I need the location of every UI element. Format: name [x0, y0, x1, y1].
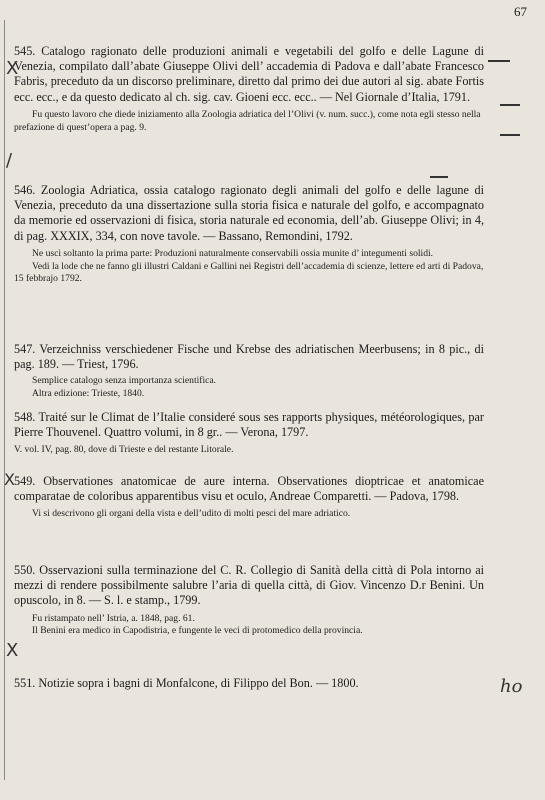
- margin-dash-mark: [500, 134, 520, 136]
- entry-text: 550. Osservazioni sulla terminazione del C. R. Collegio di Sanità della città di Pola intorno ai mezzi di rendere possibilmente salubre l’aria di quella città, di Giov. Vincenzo D.r Benini. Un opuscolo, in 8. — S. l. e stamp., 1799.: [14, 563, 484, 608]
- margin-handwritten-note: ho: [500, 676, 523, 697]
- entry-550: [14, 563, 484, 638]
- entry-547: [14, 342, 484, 401]
- margin-dash-mark: [500, 104, 520, 106]
- entry-note: Il Benini era medico in Capodistria, e fungente le veci di protomedico della provincia.: [32, 625, 363, 637]
- entry-text: 551. Notizie sopra i bagni di Monfalcone, di Filippo del Bon. — 1800.: [14, 676, 359, 690]
- entry-text: 549. Observationes anatomicae de aure interna. Observationes dioptricae et anatomicae comparatae de coloribus apparentibus visu et oculo, Andreae Comparetti. — Padova, 1798.: [14, 474, 484, 504]
- entry-545: [14, 44, 484, 134]
- entry-546: [14, 183, 484, 286]
- entry-text: 547. Verzeichniss verschiedener Fische und Krebse des adriatischen Meerbusens; in 8 pic., di pag. 189. — Triest, 1796.: [14, 342, 484, 372]
- entry-549: [14, 474, 484, 521]
- entry-text: 546. Zoologia Adriatica, ossia catalogo ragionato degli animali del golfo e delle lagune di Venezia, preceduto da una dissertazione sulla storia fisica e naturale del golfo, e accompagnato da memorie ed osservazioni di fisica, storia naturale ed economia, dell’ab. Giuseppe Olivi; in 4, di pag. XXXIX, 334, con nove tavole. — Bassano, Remondini, 1792.: [14, 183, 484, 243]
- margin-slash-mark: /: [6, 150, 13, 171]
- page-number: 67: [514, 4, 527, 19]
- entry-note: Semplice catalogo senza importanza scientifica.: [32, 375, 217, 387]
- entry-note: Altra edizione: Trieste, 1840.: [32, 388, 145, 400]
- entry-note: Fu questo lavoro che diede iniziamento alla Zoologia adriatica del l’Olivi (v. num. succ.), come nota egli stesso nella prefazione di quest’opera a pag. 9.: [14, 108, 481, 133]
- entry-note: V. vol. IV, pag. 80, dove di Trieste e del restante Litorale.: [14, 444, 234, 456]
- margin-cross-mark: X: [4, 470, 15, 489]
- entry-text: 545. Catalogo ragionato delle produzioni animali e vegetabili del golfo e delle Lagune di Venezia, compilato dall’abate Giuseppe Olivi dell’ accademia di Padova e dall’abate Francesco Fabris, preceduto da un discorso preliminare, diretto dal primo dei due autori al sig. abate Fortis ecc. ecc., e da questo dedicato al ch. sig. cav. Gioeni ecc. ecc.. — Nel Giornale d’Italia, 1791.: [14, 44, 484, 104]
- entry-note: Vi si descrivono gli organi della vista e dell’udito di molti pesci del mare adriatico.: [32, 508, 351, 520]
- margin-rule: [4, 20, 5, 780]
- entry-note: Fu ristampato nell’ Istria, a. 1848, pag. 61.: [32, 612, 195, 624]
- entry-note: Vedi la lode che ne fanno gli illustri Caldani e Gallini nei Registri dell’accademia di scienze, lettere ed arti di Padova, 15 febbrajo 1792.: [14, 260, 484, 285]
- entry-548: [14, 410, 484, 457]
- margin-cross-mark: X: [6, 58, 19, 79]
- entry-text: 548. Traité sur le Climat de l’Italie consideré sous ses rapports physiques, météorologiques, par Pierre Thouvenel. Quattro volumi, in 8 gr.. — Verona, 1797.: [14, 410, 484, 440]
- entry-note: Ne uscì soltanto la prima parte: Produzioni naturalmente conservabili ossia munite d’ integumenti solidi.: [32, 247, 434, 259]
- margin-dash-mark: [430, 176, 448, 178]
- margin-dash-mark: [488, 60, 510, 62]
- entry-551: [14, 676, 484, 691]
- margin-cross-mark: X: [6, 640, 19, 661]
